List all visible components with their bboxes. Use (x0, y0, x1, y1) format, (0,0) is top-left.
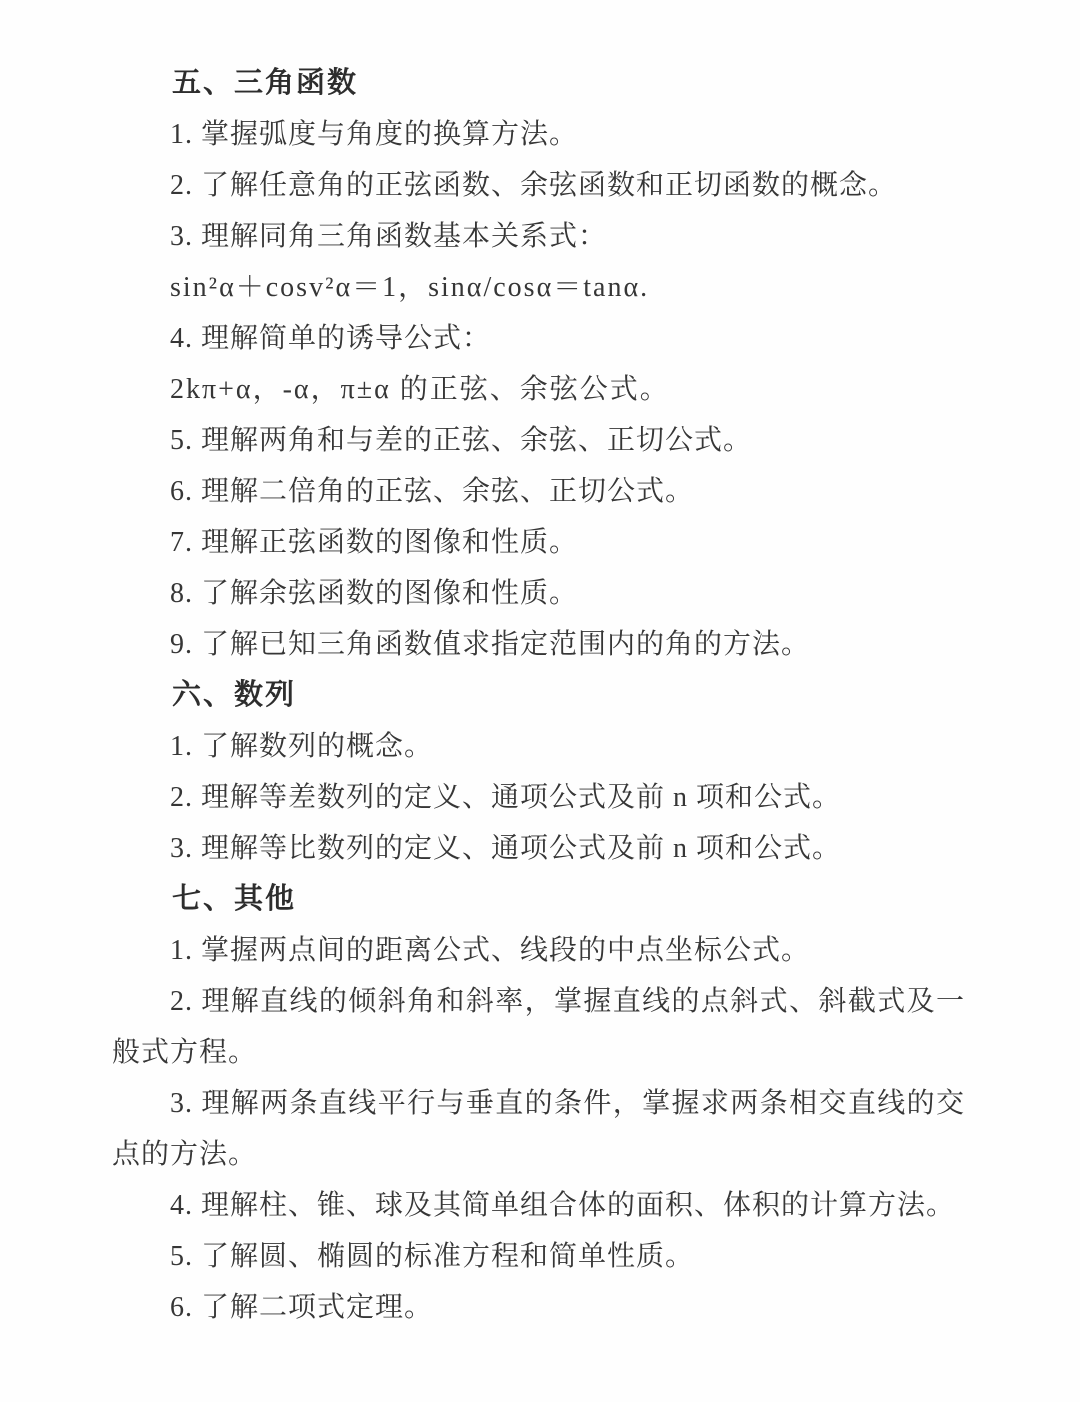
section-heading-sequences: 六、数列 (172, 679, 297, 711)
trig-item-8: 8. 了解余弦函数的图像和性质。 (170, 578, 579, 609)
other-item-5: 5. 了解圆、椭圆的标准方程和简单性质。 (170, 1241, 695, 1272)
trig-identity-formula: sin²α＋cosv²α＝1，sinα/cosα＝tanα. (170, 272, 650, 303)
trig-induction-formula: 2kπ+α，-α，π±α 的正弦、余弦公式。 (170, 374, 670, 405)
other-item-2: 2. 理解直线的倾斜角和斜率，掌握直线的点斜式、斜截式及一般式方程。 (112, 986, 965, 1068)
section-heading-trigonometric-functions: 五、三角函数 (172, 67, 359, 99)
trig-item-2: 2. 了解任意角的正弦函数、余弦函数和正切函数的概念。 (170, 170, 898, 201)
sequence-item-1: 1. 了解数列的概念。 (170, 731, 434, 762)
other-item-4: 4. 理解柱、锥、球及其简单组合体的面积、体积的计算方法。 (170, 1190, 956, 1221)
trig-item-3: 3. 理解同角三角函数基本关系式： (170, 221, 608, 252)
trig-item-7: 7. 理解正弦函数的图像和性质。 (170, 527, 579, 558)
other-item-1: 1. 掌握两点间的距离公式、线段的中点坐标公式。 (170, 935, 811, 966)
sequence-item-2: 2. 理解等差数列的定义、通项公式及前 n 项和公式。 (170, 782, 842, 813)
trig-item-6: 6. 理解二倍角的正弦、余弦、正切公式。 (170, 476, 695, 507)
trig-item-9: 9. 了解已知三角函数值求指定范围内的角的方法。 (170, 629, 811, 660)
section-heading-others: 七、其他 (172, 883, 297, 915)
trig-item-1: 1. 掌握弧度与角度的换算方法。 (170, 119, 579, 150)
other-item-6: 6. 了解二项式定理。 (170, 1292, 434, 1323)
other-item-3: 3. 理解两条直线平行与垂直的条件，掌握求两条相交直线的交点的方法。 (112, 1088, 965, 1170)
sequence-item-3: 3. 理解等比数列的定义、通项公式及前 n 项和公式。 (170, 833, 842, 864)
trig-item-5: 5. 理解两角和与差的正弦、余弦、正切公式。 (170, 425, 753, 456)
trig-item-4: 4. 理解简单的诱导公式： (170, 323, 492, 354)
